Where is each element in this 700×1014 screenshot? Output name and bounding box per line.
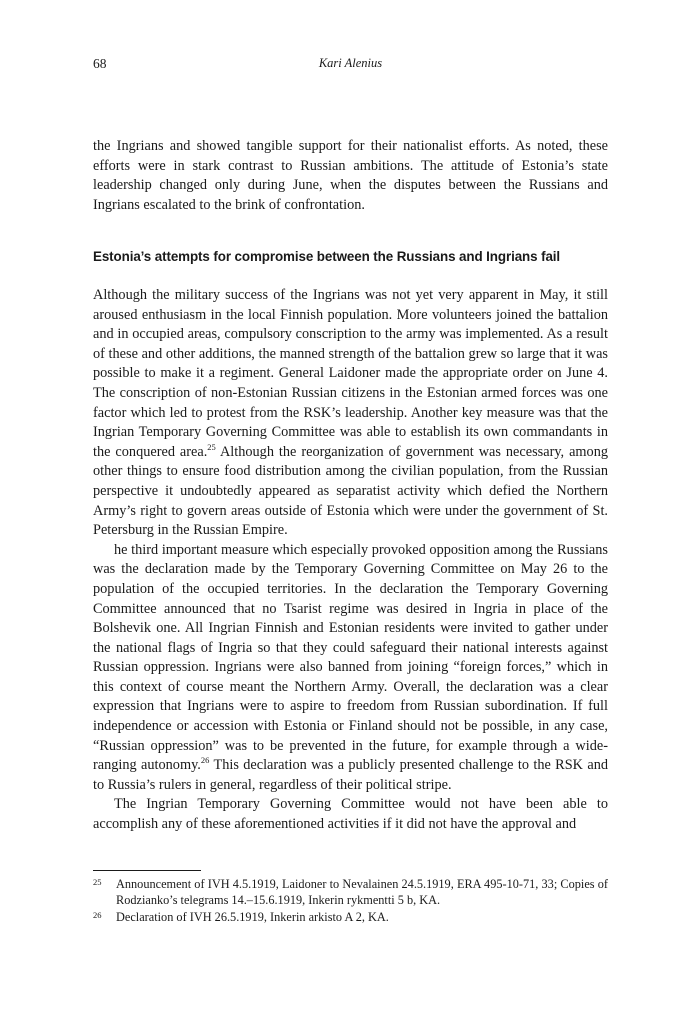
section-heading: Estonia’s attempts for compromise between the Russians and Ingrians fail xyxy=(93,249,561,264)
footnote-text: Declaration of IVH 26.5.1919, Inkerin arkisto A 2, KA. xyxy=(116,910,389,925)
footnote-number: 25 xyxy=(93,877,102,887)
paragraph-2-text-b: This declaration was a publicly presented challenge to the RSK and to Russia’s rulers in general, regardless of their political stripe. xyxy=(93,757,608,793)
paragraph-1-text-b: Although the reorganization of government was necessary, among other things to ensure food distribution among the civilian population, from the Russian perspective it undoubtedly appeared as separatist activity which defied the Northern Army’s right to govern areas outside of Estonia which were under the government of St. Petersburg in the Russian Empire. xyxy=(93,443,608,539)
running-title: Kari Alenius xyxy=(318,56,383,70)
paragraph-2 xyxy=(93,541,608,796)
footnotes xyxy=(93,877,608,928)
body-text-top xyxy=(93,137,608,215)
running-head xyxy=(93,56,608,76)
paragraph-3: The Ingrian Temporary Governing Committee would not have been able to accomplish any of these aforementioned activities if it did not have the approval and xyxy=(93,796,608,833)
paragraph-1-text-a: Although the military success of the Ingrians was not yet very apparent in May, it still aroused enthusiasm in the local Finnish population. More volunteers joined the battalion and in occupied areas, compulsory conscription to the army was implemented. As a result of these and other additions, the manned strength of the battalion grew so large that it was possible to make it a regiment. General Laidoner made the appropriate order on June 4. The conscription of non-Estonian Russian citizens in the Estonian armed forces was one factor which led to protest from the RSK’s leadership. Another key measure was that the Ingrian Temporary Governing Committee was able to establish its own commandants in the conquered area. xyxy=(93,287,608,460)
body-text-main xyxy=(93,286,608,835)
footnote-ref-25[interactable]: 25 xyxy=(207,441,216,452)
footnote-25 xyxy=(93,877,608,908)
page-number: 68 xyxy=(93,56,107,71)
paragraph-2-text-a: he third important measure which especially provoked opposition among the Russians was the declaration made by the Temporary Governing Committee on May 26 to the population of the occupied territories. In the declaration the Temporary Governing Committee announced that no Tsarist regime was desired in Ingria in place of the Bolshevik one. All Ingrian Finnish and Estonian residents were invited to gather under the national flags of Ingria so that they could safeguard their national interests against Russian oppression. Ingrians were also banned from joining “foreign forces,” which in this context of course meant the Northern Army. Overall, the declaration was a clear expression that Ingrians were to aspire to freedom from Russian subordination. If full independence or accession with Estonia or Finland should not be possible, in any case, “Russian oppression” was to be prevented in the future, for example through a wide-ranging autonomy. xyxy=(93,541,608,774)
paragraph-continued: the Ingrians and showed tangible support for their nationalist efforts. As noted, these efforts were in stark contrast to Russian ambitions. The attitude of Estonia’s state leadership changed only during June, when the disputes between the Russians and Ingrians escalated to the brink of confrontation. xyxy=(93,138,608,213)
footnote-text: Announcement of IVH 4.5.1919, Laidoner to Nevalainen 24.5.1919, ERA 495-10-71, 33; Copies of Rodzianko’s telegrams 14.–15.6.1919, Inkerin rykmentti 5 b, KA. xyxy=(116,877,608,907)
footnote-separator xyxy=(93,870,201,871)
footnote-26 xyxy=(93,910,608,926)
paragraph-1 xyxy=(93,286,608,541)
footnote-number: 26 xyxy=(93,910,102,921)
footnote-ref-26[interactable]: 26 xyxy=(200,755,210,766)
